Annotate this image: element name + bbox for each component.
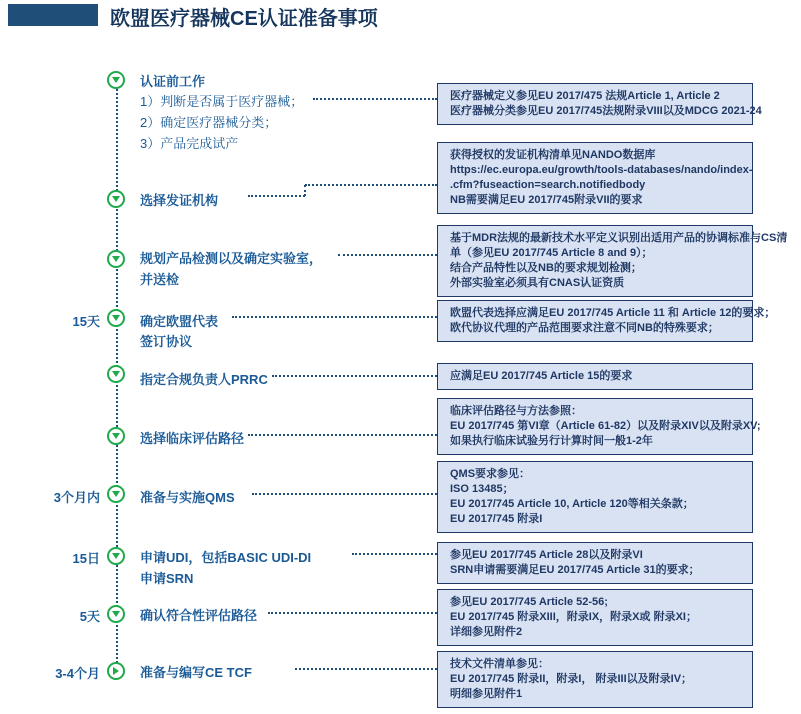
triangle-down-glyph xyxy=(112,491,120,497)
box-line: NB需要满足EU 2017/745附录VII的要求 xyxy=(450,194,643,206)
triangle-down-glyph xyxy=(112,611,120,617)
connector-step9 xyxy=(268,612,437,614)
step5-triangle-down-icon xyxy=(107,365,125,383)
box-line: 基于MDR法规的最新技术水平定义识别出适用产品的协调标准与CS清 xyxy=(450,232,788,244)
step4-time-label: 15天 xyxy=(72,314,100,329)
connector-step3 xyxy=(338,254,437,256)
step7-time-label: 3个月内 xyxy=(53,490,100,505)
reference-box-tcf xyxy=(437,651,753,708)
connector-step6 xyxy=(248,434,437,436)
step3-triangle-down-icon xyxy=(107,250,125,268)
step10-title: 准备与编写CE TCF xyxy=(140,665,252,680)
box-line: 欧盟代表选择应满足EU 2017/745 Article 11 和 Article 12的要求； xyxy=(450,307,776,319)
box-line: 参见EU 2017/745 Article 28以及附录VI xyxy=(450,549,643,561)
reference-box-qms xyxy=(437,461,753,533)
step7-triangle-down-icon xyxy=(107,485,125,503)
step8-title: 申请UDI，包括BASIC UDI-DI xyxy=(140,550,312,565)
box-line: 详细参见附件2 xyxy=(450,626,523,638)
triangle-down-glyph xyxy=(112,315,120,321)
step1-title: 认证前工作 xyxy=(140,74,206,89)
step7-title: 准备与实施QMS xyxy=(140,490,235,505)
box-line: 外部实验室必须具有CNAS认证资质 xyxy=(450,277,625,289)
box-line: EU 2017/745 第VI章（Article 61-82）以及附录XIV以及附录XV; xyxy=(450,420,761,432)
step8-time-label: 15日 xyxy=(72,551,100,566)
box-line: 医疗器械分类参见EU 2017/745法规附录VIII以及MDCG 2021-24 xyxy=(450,105,762,117)
triangle-down-glyph xyxy=(112,553,120,559)
step5-title: 指定合规负责人PRRC xyxy=(140,372,268,387)
step2-triangle-down-icon xyxy=(107,190,125,208)
box-line: EU 2017/745 附录I xyxy=(450,513,543,525)
step6-title: 选择临床评估路径 xyxy=(140,431,245,446)
reference-box-clinical xyxy=(437,398,761,455)
box-line: SRN申请需要满足EU 2017/745 Article 31的要求； xyxy=(450,564,700,576)
reference-box-notified-body xyxy=(437,142,753,214)
box-line: 参见EU 2017/745 Article 52-56; xyxy=(450,596,608,608)
box-line: EU 2017/745 附录XIII，附录IX，附录X或 附录XI； xyxy=(450,611,697,623)
step1-subline: 3）产品完成试产 xyxy=(140,136,239,151)
step8-title-line2: 申请SRN xyxy=(140,571,194,586)
reference-box-udi-srn xyxy=(437,542,753,584)
step1-subline: 1）判断是否属于医疗器械； xyxy=(140,94,304,109)
triangle-down-glyph xyxy=(112,371,120,377)
step8-triangle-down-icon xyxy=(107,547,125,565)
connector-step2-b xyxy=(304,185,306,196)
step3-title: 规划产品检测以及确定实验室， xyxy=(140,251,323,266)
connector-step5 xyxy=(272,375,437,377)
header-bar-decoration xyxy=(8,4,98,26)
box-line: 医疗器械定义参见EU 2017/475 法规Article 1, Article 2 xyxy=(450,90,720,102)
step4-triangle-down-icon xyxy=(107,309,125,327)
connector-step8 xyxy=(352,553,437,555)
box-line: 欧代协议代理的产品范围要求注意不同NB的特殊要求； xyxy=(450,322,719,334)
step9-title: 确认符合性评估路径 xyxy=(140,608,258,623)
connector-step2-a xyxy=(248,195,305,197)
box-line: 应满足EU 2017/745 Article 15的要求 xyxy=(450,370,633,382)
triangle-right-glyph xyxy=(113,667,119,675)
step2-title: 选择发证机构 xyxy=(140,193,219,208)
connector-step2-c xyxy=(305,184,437,186)
reference-box-definition xyxy=(437,83,762,125)
box-line: 获得授权的发证机构清单见NANDO数据库 xyxy=(450,149,656,161)
connector-step7 xyxy=(252,493,437,495)
box-line: EU 2017/745 附录II，附录I， 附录III以及附录IV； xyxy=(450,673,693,685)
step4-title: 确定欧盟代表 xyxy=(140,314,219,329)
step4-title-line2: 签订协议 xyxy=(140,334,193,349)
box-line: ISO 13485； xyxy=(450,483,514,495)
box-line: 如果执行临床试验另行计算时间一般1-2年 xyxy=(450,435,653,447)
step10-time-label: 3-4个月 xyxy=(55,666,100,681)
triangle-down-glyph xyxy=(112,77,120,83)
box-line: EU 2017/745 Article 10, Article 120等相关条款； xyxy=(450,498,694,510)
box-line: 单（参见EU 2017/745 Article 8 and 9）； xyxy=(450,247,653,259)
connector-step10 xyxy=(295,668,437,670)
step3-title-line2: 并送检 xyxy=(140,272,180,287)
box-line: 明细参见附件1 xyxy=(450,688,523,700)
step1-subline: 2）确定医疗器械分类； xyxy=(140,115,278,130)
connector-step4 xyxy=(232,316,437,318)
box-line: QMS要求参见： xyxy=(450,468,531,480)
connector-step1 xyxy=(313,98,437,100)
step6-triangle-down-icon xyxy=(107,427,125,445)
triangle-down-glyph xyxy=(112,196,120,202)
box-line: 结合产品特性以及NB的要求规划检测； xyxy=(450,262,642,274)
triangle-down-glyph xyxy=(112,256,120,262)
triangle-down-glyph xyxy=(112,433,120,439)
box-line: .cfm?fuseaction=search.notifiedbody xyxy=(450,179,646,191)
box-line: 临床评估路径与方法参照： xyxy=(450,405,582,417)
reference-box-testing xyxy=(437,225,788,297)
step9-time-label: 5天 xyxy=(79,609,100,624)
reference-box-prrc xyxy=(437,363,753,390)
step9-triangle-down-icon xyxy=(107,605,125,623)
reference-box-eu-rep xyxy=(437,300,776,342)
reference-box-conformity xyxy=(437,589,753,646)
step1-triangle-down-icon xyxy=(107,71,125,89)
page-title: 欧盟医疗器械CE认证准备事项 xyxy=(110,8,378,30)
box-line: 技术文件清单参见： xyxy=(450,658,549,670)
box-line: https://ec.europa.eu/growth/tools-databases/nando/index- xyxy=(450,164,753,176)
step10-triangle-right-icon xyxy=(107,662,125,680)
